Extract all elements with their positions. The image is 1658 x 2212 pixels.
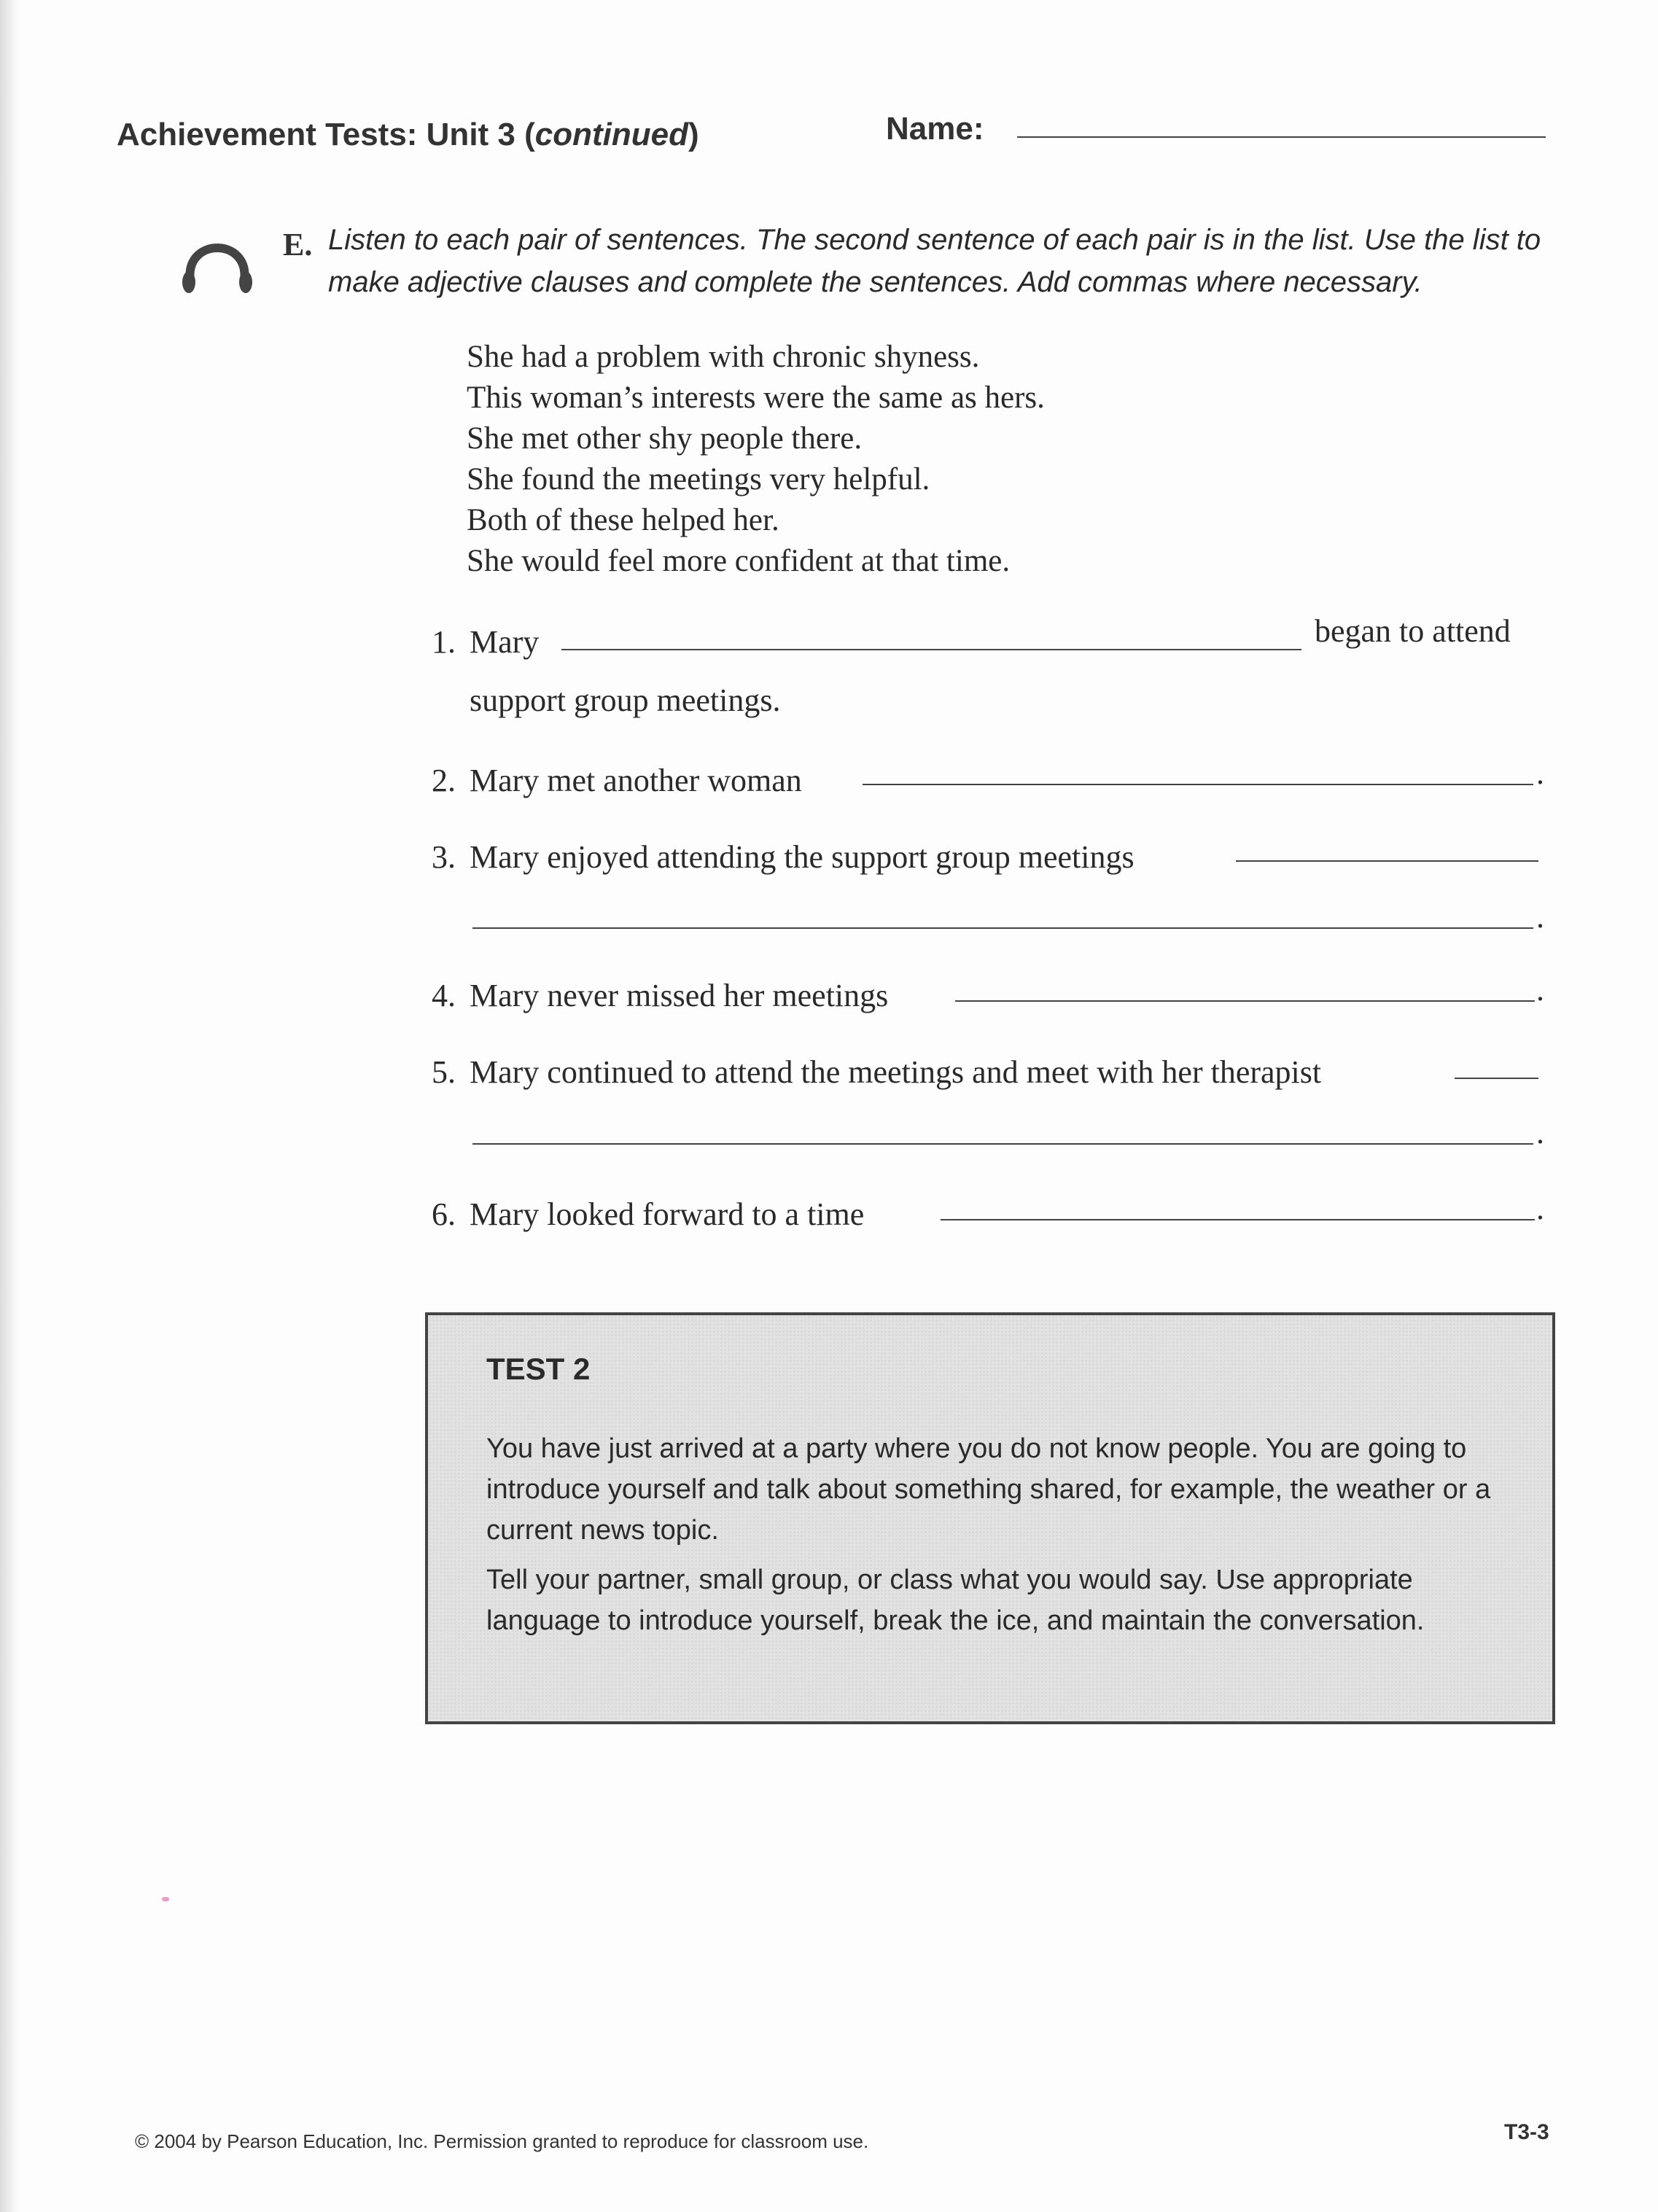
answer-blank-5a[interactable] xyxy=(1455,1078,1538,1079)
question-2 xyxy=(432,762,802,799)
question-text: Mary looked forward to a time xyxy=(470,1196,865,1232)
exercise-letter: E. xyxy=(283,227,313,262)
page-number: T3-3 xyxy=(1504,2120,1549,2144)
sentence-list xyxy=(467,337,1342,582)
answer-blank-5b[interactable] xyxy=(472,1143,1533,1145)
title-main: Achievement Tests: Unit 3 ( xyxy=(117,117,535,152)
question-text: Mary continued to attend the meetings and meet with her therapist xyxy=(470,1054,1322,1090)
question-1-line2: support group meetings. xyxy=(470,682,781,718)
question-4 xyxy=(432,977,888,1014)
question-6 xyxy=(432,1196,864,1233)
question-text: Mary never missed her meetings xyxy=(470,978,889,1013)
period: . xyxy=(1536,755,1544,791)
stray-mark xyxy=(162,1897,169,1901)
name-field-line[interactable] xyxy=(1017,136,1546,138)
title-close: ) xyxy=(688,117,699,152)
question-text: Mary met another woman xyxy=(470,763,802,798)
exercise-instructions: Listen to each pair of sentences. The second sentence of each pair is in the list. Use the list to make adjective clauses and complete the sentences. Add commas where necessary. xyxy=(328,224,1541,298)
list-item: She met other shy people there. xyxy=(467,421,863,456)
list-item: She found the meetings very helpful. xyxy=(467,462,930,496)
answer-blank-1[interactable] xyxy=(561,649,1301,650)
period: . xyxy=(1536,1191,1544,1226)
question-number: 6. xyxy=(432,1196,456,1232)
test-2-title: TEST 2 xyxy=(486,1352,591,1386)
question-text: Mary xyxy=(470,624,540,660)
question-1-continuation: began to attend xyxy=(1315,613,1511,649)
question-number: 5. xyxy=(432,1054,456,1090)
test-2-paragraph-2: Tell your partner, small group, or class what you would say. Use appropriate language to introduce yourself, break the ice, and maintain the conversation. xyxy=(486,1565,1425,1636)
question-number: 4. xyxy=(432,978,456,1013)
copyright-notice: © 2004 by Pearson Education, Inc. Permission granted to reproduce for classroom use. xyxy=(135,2130,869,2152)
period: . xyxy=(1536,1115,1544,1150)
question-number: 3. xyxy=(432,839,456,875)
scan-edge xyxy=(0,0,19,2212)
question-number: 2. xyxy=(432,763,456,798)
name-label: Name: xyxy=(886,111,984,147)
list-item: This woman’s interests were the same as hers. xyxy=(467,381,1045,415)
page-title xyxy=(117,117,699,153)
question-3 xyxy=(432,838,1134,876)
list-item: Both of these helped her. xyxy=(467,503,779,537)
answer-blank-3b[interactable] xyxy=(472,927,1533,929)
answer-blank-6[interactable] xyxy=(941,1219,1535,1220)
test-2-paragraph-1: You have just arrived at a party where you do not know people. You are going to introduce yourself and talk about something shared, for example, the weather or a current news topic. xyxy=(486,1433,1491,1546)
answer-blank-2[interactable] xyxy=(863,784,1533,785)
question-1 xyxy=(432,623,539,661)
headphones-icon xyxy=(177,222,257,299)
question-number: 1. xyxy=(432,624,456,660)
answer-blank-3a[interactable] xyxy=(1236,860,1538,862)
list-item: She had a problem with chronic shyness. xyxy=(467,340,980,374)
period: . xyxy=(1536,972,1544,1008)
question-5 xyxy=(432,1054,1321,1091)
list-item: She would feel more confident at that time. xyxy=(467,544,1011,578)
period: . xyxy=(1536,899,1544,935)
question-text: Mary enjoyed attending the support group meetings xyxy=(470,839,1134,875)
answer-blank-4[interactable] xyxy=(955,1000,1535,1002)
test-2-box xyxy=(425,1312,1555,1724)
title-continued: continued xyxy=(534,117,688,152)
